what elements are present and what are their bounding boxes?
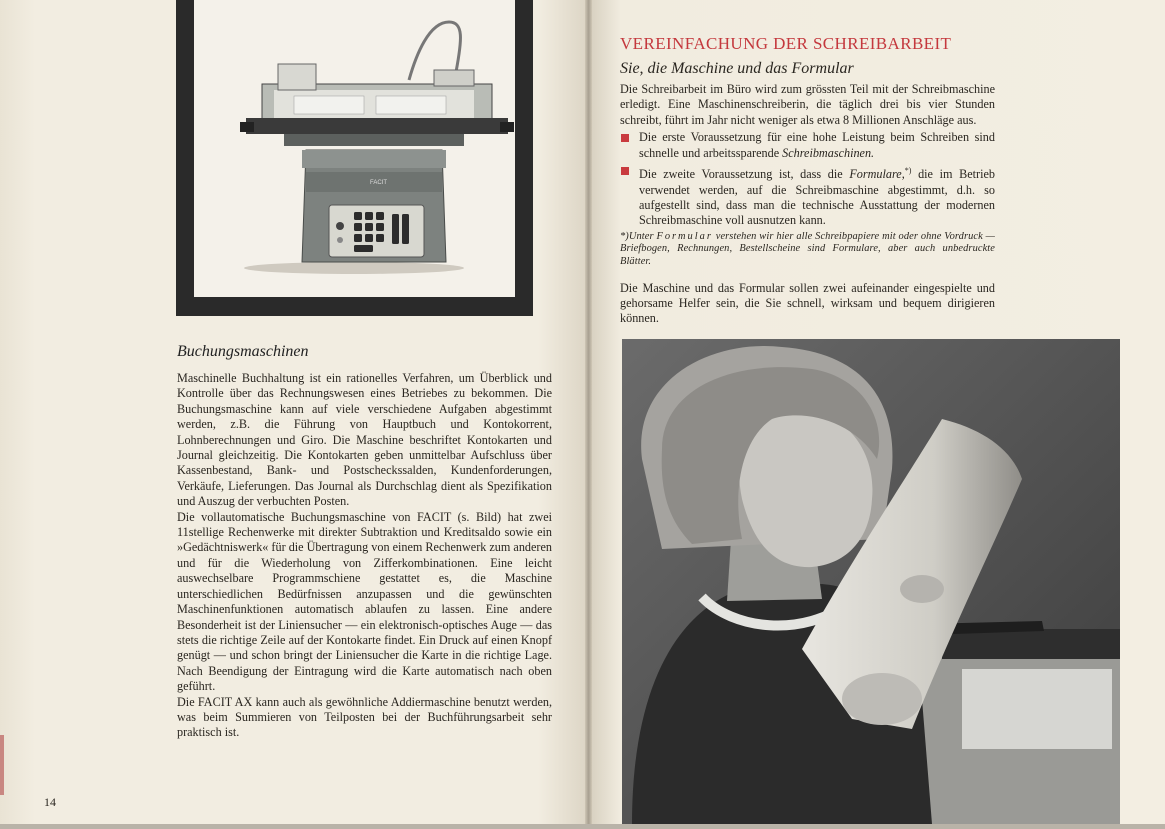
section-subheading: Sie, die Maschine und das Formular: [620, 60, 854, 77]
woman-with-paper-photo: [622, 339, 1120, 824]
machine-photo-frame: [176, 0, 533, 316]
left-body-text: [177, 371, 552, 741]
page-number: 14: [44, 795, 56, 809]
footnote: *)Unter Formular verstehen wir hier alle Schreibpapiere mit oder ohne Vordruck — Briefbogen, Rechnungen, Bestellscheine sind Formulare, aber auch unbedruckte Blätter.: [620, 230, 995, 267]
red-square-bullet-icon: [621, 167, 629, 175]
red-square-bullet-icon: [621, 134, 629, 142]
woman-reading-illustration: [622, 339, 1120, 824]
left-page: [0, 0, 585, 824]
right-body-text: [620, 82, 995, 327]
bullet-item: Die erste Voraussetzung für eine hohe Leistung beim Schreiben sind schnelle und arbeitssparende Schreibmaschinen.: [620, 130, 995, 161]
intro-paragraph: Die Schreibarbeit im Büro wird zum grössten Teil mit der Schreibmaschine erledigt. Eine Maschinenschreiberin, die täglich drei bis vier Stunden schreibt, führt im Jahr nicht weniger als etwa 8 Millionen Anschläge aus.: [620, 82, 995, 127]
bullet-list: [620, 130, 995, 229]
page-edge-mark: [0, 735, 4, 795]
paragraph: Maschinelle Buchhaltung ist ein rationelles Verfahren, um Überblick und Kontrolle über das Rechnungswesen eines Betriebes zu bekommen. Die Buchungsmaschine kann auf viele verschiedene Aufgaben abgestimmt werden, z.B. die Führung von Hauptbuch und Kontokorrent, Lohnberechnungen und Giro. Die Maschine beschriftet Kontokarten und Journal gleichzeitig. Die Kontokarten geben unmittelbar Aufschluss über Kassenbestand, Bank- und Postscheckssalden, Kundenforderungen, Verkäufe, Lieferungen. Das Journal als Durchschlag dient als Spezifikation und Auszug der verbuchten Posten.: [177, 371, 552, 509]
machine-brand-label: FACIT: [370, 180, 388, 186]
bullet-item: Die zweite Voraussetzung ist, dass die Formulare,*) die im Betrieb verwendet werden, auf die Schreibmaschine abgestimmt, d.h. so aufgestellt sind, dass man die technische Ausstattung der modernen Schreibmaschine voll ausnutzen kann.: [620, 163, 995, 229]
right-page: [592, 0, 1165, 824]
paragraph: Die vollautomatische Buchungsmaschine von FACIT (s. Bild) hat zwei 11stellige Rechenwerke mit direkter Subtraktion und Kreditsaldo sowie ein »Gedächtniswerk« für die Übertragung von einem Rechenwerk zum anderen und für die Wiederholung von Zifferkombinationen. Eine leicht auswechselbare Programmschiene gestattet es, die Maschine unterschiedlichen Bedürfnissen anzupassen und die gewünschten Maschinenfunktionen automatisch ablaufen zu lassen. Eine andere Besonderheit ist der Liniensucher — ein elektronisch-optisches Auge — das stets die richtige Zeile auf der Kontokarte findet. Ein Druck auf einen Knopf genügt — und schon bringt der Liniensucher die Karte in die richtige Lage. Nach Beendigung der Eintragung wird die Karte automatisch nach oben geführt.: [177, 509, 552, 694]
footnote-marker: *): [904, 166, 912, 176]
section-heading-buchungsmaschinen: Buchungsmaschinen: [177, 343, 309, 360]
accounting-machine-photo: [194, 0, 515, 297]
accounting-machine-illustration: [194, 0, 515, 297]
section-heading-vereinfachung: VEREINFACHUNG DER SCHREIBARBEIT: [620, 34, 952, 53]
book-gutter: [585, 0, 592, 824]
closing-paragraph: Die Maschine und das Formular sollen zwei aufeinander eingespielte und gehorsame Helfer sein, die Sie schnell, wirksam und bequem dirigieren können.: [620, 280, 995, 326]
paragraph: Die FACIT AX kann auch als gewöhnliche Addiermaschine benutzt werden, was beim Summieren von Teilposten bei der Buchführungsarbeit sehr praktisch ist.: [177, 694, 552, 740]
